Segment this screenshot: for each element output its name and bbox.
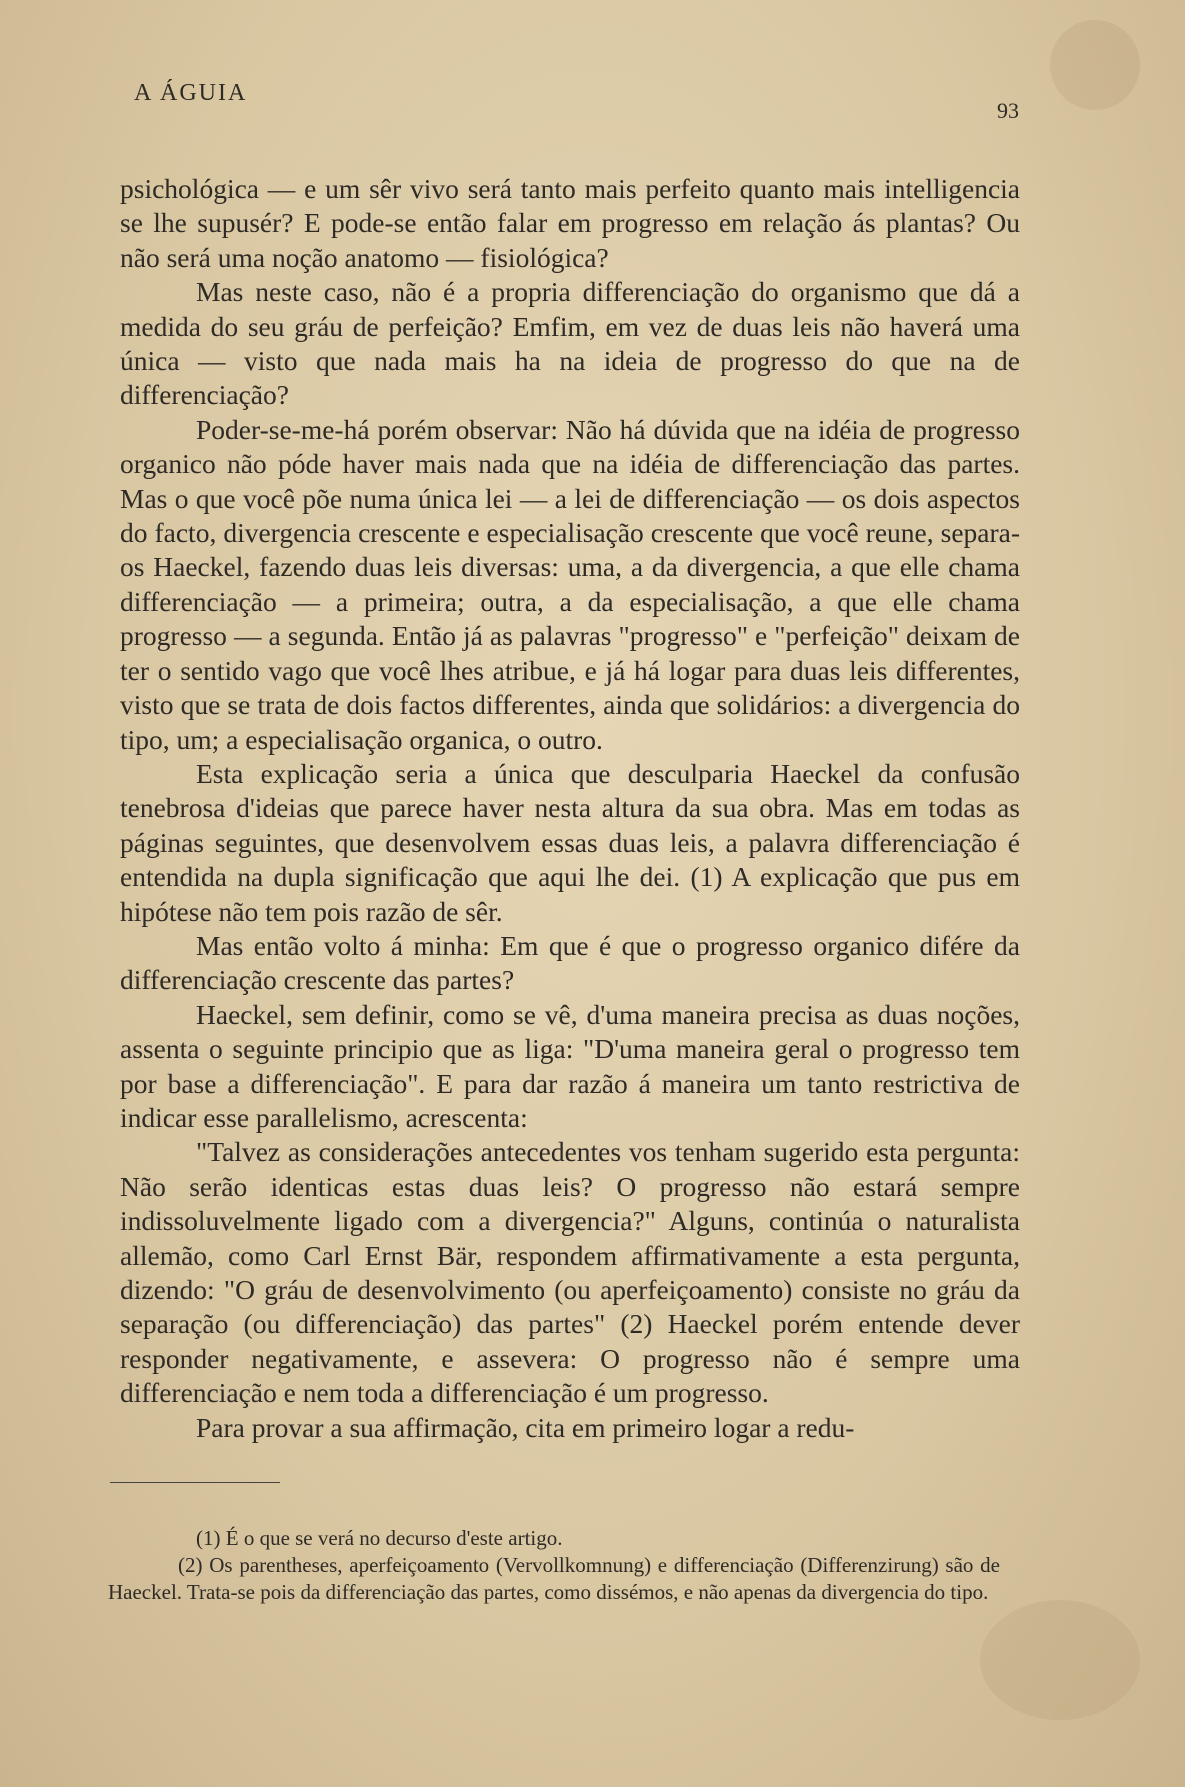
paper-stain [980, 1600, 1140, 1720]
page-number: 93 [997, 98, 1019, 123]
footnote: (1) É o que se verá no decurso d'este artigo. [196, 1526, 563, 1550]
paragraph: psichológica — e um sêr vivo será tanto mais perfeito quanto mais intelligencia se lhe supusér? E pode-se então falar em progresso em relação ás plantas? Ou não será uma noção anatomo — fisiológica? [120, 173, 1020, 273]
paragraph: "Talvez as considerações antecedentes vos tenham sugerido esta pergunta: Não serão identicas estas duas leis? O progresso não estará sempre indissoluvelmente ligado com a divergencia?" Alguns, continúa o naturalista allemão, como Carl Ernst Bär, respondem affirmativamente a esta pergunta, dizendo: "O gráu de desenvolvimento (ou aperfeiçoamento) consiste no gráu da separação (ou differenciação) das partes" (2) Haeckel porém entende dever responder negativamente, e assevera: O progresso não é sempre uma differenciação e nem toda a differenciação é um progresso. [120, 1136, 1020, 1409]
paragraph: Esta explicação seria a única que desculparia Haeckel da confusão tenebrosa d'ideias que parece haver nesta altura da sua obra. Mas em todas as páginas seguintes, que desenvolvem essas duas leis, a palavra differenciação é entendida na dupla significação que aqui lhe dei. (1) A explicação que pus em hipótese não tem pois razão de sêr. [120, 757, 1020, 927]
running-head: A ÁGUIA [134, 80, 248, 106]
footnotes [108, 1525, 1000, 1606]
footnote: (2) Os parentheses, aperfeiçoamento (Vervollkomnung) e differenciação (Differenzirung) são de Haeckel. Trata-se pois da differenciação das partes, como dissémos, e não apenas da divergencia do tipo. [108, 1553, 1000, 1604]
paragraph: Poder-se-me-há porém observar: Não há dúvida que na idéia de progresso organico não póde haver mais nada que na idéia de differenciação das partes. Mas o que você põe numa única lei — a lei de differenciação — os dois aspectos do facto, divergencia crescente e especialisação crescente que você reune, separa-os Haeckel, fazendo duas leis diversas: uma, a da divergencia, a que elle chama differenciação — a primeira; outra, a da especialisação, a que elle chama progresso — a segunda. Então já as palavras "progresso" e "perfeição" deixam de ter o sentido vago que você lhes atribue, e já há logar para duas leis differentes, visto que se trata de dois factos differentes, ainda que solidários: a divergencia do tipo, um; a especialisação organica, o outro. [120, 413, 1020, 755]
paper-stain [1050, 20, 1140, 110]
body-text [120, 172, 1020, 1445]
paragraph: Para provar a sua affirmação, cita em primeiro logar a redu- [196, 1411, 855, 1443]
paragraph: Mas neste caso, não é a propria differenciação do organismo que dá a medida do seu gráu de perfeição? Emfim, em vez de duas leis não haverá uma única — visto que nada mais ha na ideia de progresso do que na de differenciação? [120, 276, 1020, 411]
paragraph: Haeckel, sem definir, como se vê, d'uma maneira precisa as duas noções, assenta o seguinte principio que as liga: "D'uma maneira geral o progresso tem por base a differenciação". E para dar razão á maneira um tanto restrictiva de indicar esse parallelismo, acrescenta: [120, 998, 1020, 1133]
footnote-rule [110, 1482, 280, 1483]
paragraph: Mas então volto á minha: Em que é que o progresso organico difére da differenciação crescente das partes? [120, 929, 1020, 996]
